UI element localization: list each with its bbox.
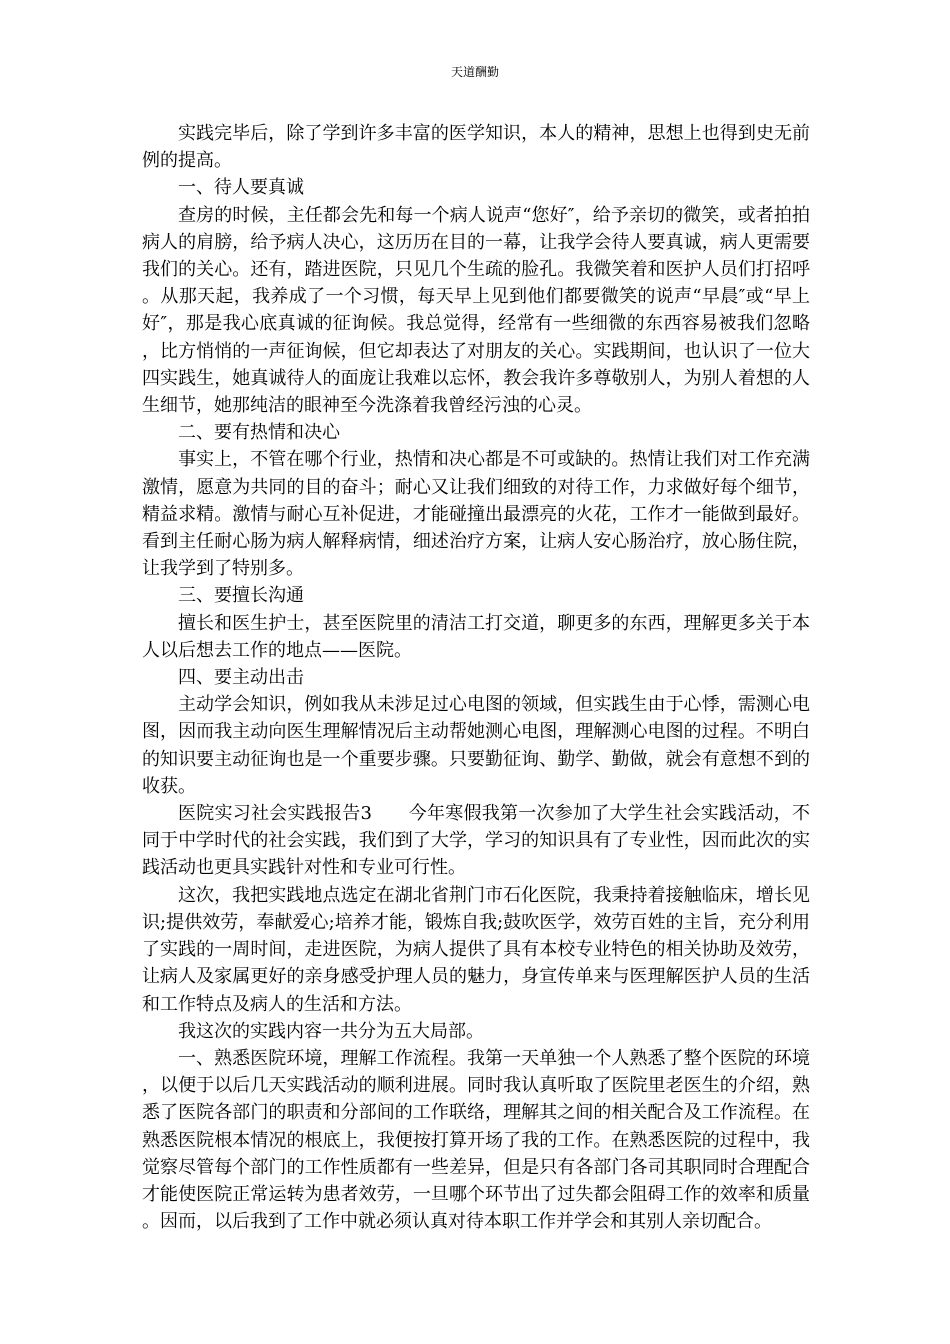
section-heading: 二、要有热情和决心 bbox=[178, 422, 340, 444]
paragraph: 实践完毕后，除了学到许多丰富的医学知识，本人的精神，思想上也得到史无前例的提高。 bbox=[142, 123, 810, 172]
paragraph: 查房的时候，主任都会先和每一个病人说声“您好″，给予亲切的微笑，或者拍拍病人的肩膀，给予病人决心，这历历在目的一幕，让我学会待人要真诚，病人更需要我们的关心。还有，踏进医院，只见几个生疏的脸孔。我微笑着和医护人员们打招呼。从那天起，我养成了一个习惯，每天早上见到他们都要微笑的说声“早晨″或“早上好″，那是我心底真诚的征询候。我总觉得，经常有一些细微的东西容易被我们忽略，比方悄悄的一声征询候，但它却表达了对朋友的关心。实践期间，也认识了一位大四实践生，她真诚待人的面庞让我难以忘怀，教会我许多尊敬别人，为别人着想的人生细节，她那纯洁的眼神至今洗涤着我曾经污浊的心灵。 bbox=[142, 204, 810, 417]
section-heading: 一、待人要真诚 bbox=[178, 177, 304, 199]
paragraph: 医院实习社会实践报告3 今年寒假我第一次参加了大学生社会实践活动，不同于中学时代的社会实践，我们到了大学，学习的知识具有了专业性，因而此次的实践活动也更具实践针对性和专业可行性。 bbox=[142, 803, 810, 879]
page-header: 天道酬勤 bbox=[450, 65, 499, 79]
paragraph: 一、熟悉医院环境，理解工作流程。我第一天单独一个人熟悉了整个医院的环境，以便于以后几天实践活动的顺利进展。同时我认真听取了医院里老医生的介绍，熟悉了医院各部门的职责和分部间的工作联络，理解其之间的相关配合及工作流程。在熟悉医院根本情况的根底上，我便按打算开场了我的工作。在熟悉医院的过程中，我觉察尽管每个部门的工作性质都有一些差异，但是只有各部门各司其职同时合理配合才能使医院正常运转为患者效劳，一旦哪个环节出了过失都会阻碍工作的效率和质量。因而，以后我到了工作中就必须认真对待本职工作并学会和其别人亲切配合。 bbox=[142, 1047, 810, 1233]
paragraph: 事实上，不管在哪个行业，热情和决心都是不可或缺的。热情让我们对工作充满激情，愿意为共同的目的奋斗；耐心又让我们细致的对待工作，力求做好每个细节，精益求精。激情与耐心互补促进，才能碰撞出最漂亮的火花，工作才一能做到最好。看到主任耐心肠为病人解释病情，细述治疗方案，让病人安心肠治疗，放心肠住院，让我学到了特别多。 bbox=[142, 449, 810, 580]
paragraph: 主动学会知识，例如我从未涉足过心电图的领域，但实践生由于心悸，需测心电图，因而我主动向医生理解情况后主动帮她测心电图，理解测心电图的过程。不明白的知识要主动征询也是一个重要步骤。只要勤征询、勤学、勤做，就会有意想不到的收获。 bbox=[142, 694, 810, 797]
paragraph: 这次，我把实践地点选定在湖北省荆门市石化医院，我秉持着接触临床，增长见识;提供效劳，奉献爱心;培养才能，锻炼自我;鼓吹医学，效劳百姓的主旨，充分利用了实践的一周时间，走进医院，为病人提供了具有本校专业特色的相关协助及效劳，让病人及家属更好的亲身感受护理人员的魅力，身宣传单来与医理解医护人员的生活和工作特点及病人的生活和方法。 bbox=[142, 884, 810, 1015]
section-heading: 四、要主动出击 bbox=[178, 667, 304, 689]
paragraph: 我这次的实践内容一共分为五大局部。 bbox=[178, 1020, 484, 1042]
section-heading: 三、要擅长沟通 bbox=[178, 585, 304, 607]
document-body bbox=[142, 120, 810, 1235]
paragraph: 擅长和医生护士，甚至医院里的清洁工打交道，聊更多的东西，理解更多关于本人以后想去工作的地点——医院。 bbox=[142, 612, 810, 661]
